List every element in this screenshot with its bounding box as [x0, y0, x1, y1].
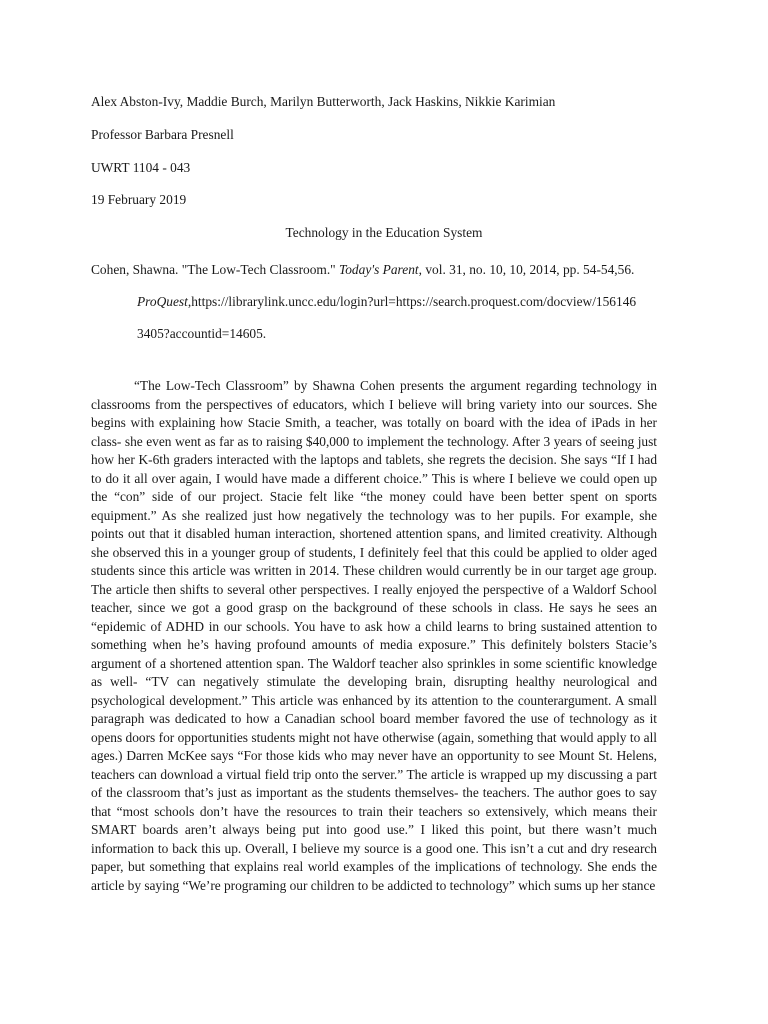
- body-paragraph: “The Low-Tech Classroom” by Shawna Cohen presents the argument regarding technology in classrooms from the perspectives of educators, which I believe will bring variety into our sources. She begins with explaining how Stacie Smith, a teacher, was totally on board with the idea of iPads in her class- she even went as far as to raising $40,000 to implement the technology. After 3 years of seeing just how her K-6th graders interacted with the laptops and tablets, she regrets the decision. She says “If I had to do it all over again, I would have made a different choice.” This is where I believe we could open up the “con” side of our project. Stacie felt like “the money could have been better spent on sports equipment.” As she realized just how negatively the technology was to her pupils. For example, she points out that it disabled human interaction, shortened attention spans, and limited creativity. Although she observed this in a younger group of students, I definitely feel that this could be applied to older aged students since this article was written in 2014. These children would currently be in our target age group. The article then shifts to several other perspectives. I really enjoyed the perspective of a Waldorf School teacher, since we got a good grasp on the background of these schools in class. He says he sees an “epidemic of ADHD in our schools. You have to ask how a child learns to bring sustained attention to something when he’s having profound amounts of media exposure.” This definitely bolsters Stacie’s argument of a shortened attention span. The Waldorf teacher also sprinkles in some scientific knowledge as well- “TV can negatively stimulate the developing brain, disrupting healthy neurological and psychological development.” This article was enhanced by its attention to the counterargument. A small paragraph was dedicated to how a Canadian school board member favored the use of technology as it opens doors for opportunities students might not have otherwise (again, something that would apply to all ages.) Darren McKee says “For those kids who may never have an opportunity to see Mount St. Helens, teachers can download a virtual field trip onto the server.” The article is wrapped up my discussing a part of the classroom that’s just as important as the students themselves- the teachers. The author goes to say that “most schools don’t have the resources to train their teachers so extensively, which means their SMART boards aren’t always being put into good use.” I liked this point, but there wasn’t much information to back this up. Overall, I believe my source is a good one. This isn’t a cut and dry research paper, but something that explains real world examples of the implications of technology. She ends the article by saying “We’re programing our children to be addicted to technology” which sums up her stance: [91, 378, 657, 893]
- citation-author-title: Cohen, Shawna. "The Low-Tech Classroom.": [91, 262, 340, 277]
- author-names: Alex Abston-Ivy, Maddie Burch, Marilyn Butterworth, Jack Haskins, Nikkie Karimian: [91, 94, 556, 109]
- course-code: UWRT 1104 - 043: [91, 160, 191, 175]
- document-date: 19 February 2019: [91, 192, 187, 207]
- professor-name: Professor Barbara Presnell: [91, 127, 234, 142]
- citation-volume: , vol. 31, no. 10, 10, 2014, pp. 54-54,56.: [418, 262, 635, 277]
- citation-url-part1: ,https://librarylink.uncc.edu/login?url=https://search.proquest.com/docview/156146: [187, 294, 637, 309]
- citation-journal: Today's Parent: [339, 262, 419, 277]
- citation-url-part2: 3405?accountid=14605.: [137, 326, 267, 341]
- citation-line-1: [91, 262, 634, 278]
- citation-line-2: [137, 294, 636, 310]
- citation-database: ProQuest: [137, 294, 188, 309]
- document-title: Technology in the Education System: [285, 225, 483, 240]
